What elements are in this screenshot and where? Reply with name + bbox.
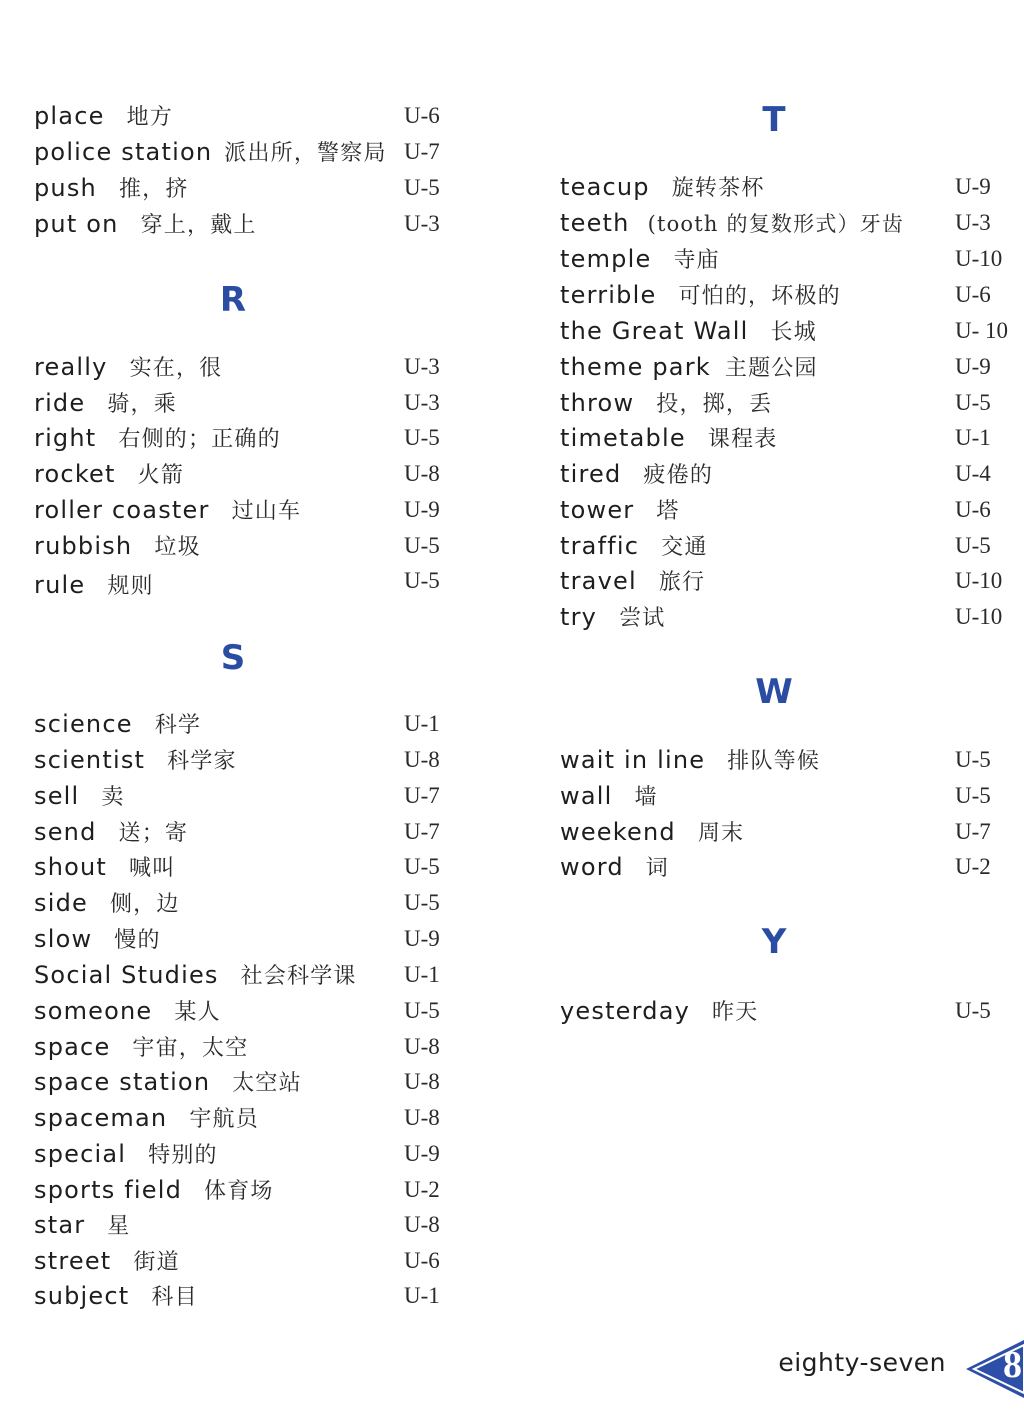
entry-unit: U-5	[404, 568, 440, 593]
entry-unit: U-5	[955, 998, 991, 1023]
entry-word: rocket 火箭	[34, 460, 185, 488]
entry-word: yesterday 昨天	[560, 997, 759, 1025]
entry-unit: U-7	[404, 139, 440, 164]
entry-chinese: 穿上，戴上	[140, 213, 257, 238]
entry-unit: U-7	[955, 819, 991, 844]
entry-word: the Great Wall 长城	[560, 317, 817, 345]
entry-unit: U-6	[404, 1248, 440, 1273]
entry-unit: U-6	[955, 497, 991, 522]
entry-word: traffic 交通	[560, 532, 708, 560]
entry-word: Social Studies 社会科学课	[34, 961, 357, 989]
entry-word: subject 科目	[34, 1282, 198, 1310]
entry-chinese: 慢的	[114, 928, 161, 953]
entry-chinese: 尝试	[619, 606, 666, 631]
entry-word: rule 规则	[34, 571, 154, 599]
entry-unit: U-8	[404, 1034, 440, 1059]
entry-word: wall 墙	[560, 782, 658, 810]
entry-word: star 星	[34, 1211, 131, 1239]
entry-unit: U-9	[404, 1141, 440, 1166]
entry-unit: U-5	[404, 998, 440, 1023]
entry-word: space 宇宙，太空	[34, 1033, 249, 1061]
entry-unit: U-5	[404, 175, 440, 200]
entry-word: place 地方	[34, 102, 173, 130]
entry-chinese: 科学	[154, 713, 202, 738]
entry-word: timetable 课程表	[560, 424, 778, 452]
entry-word: right 右侧的；正确的	[34, 424, 281, 452]
entry-word: sports field 体育场	[34, 1176, 274, 1204]
entry-word: science 科学	[34, 710, 202, 738]
entry-word: theme park 主题公园	[560, 353, 818, 381]
entry-unit: U-8	[404, 1212, 440, 1237]
entry-unit: U-9	[955, 354, 991, 379]
entry-chinese: 科目	[151, 1285, 198, 1310]
entry-word: tired 疲倦的	[560, 460, 714, 488]
entry-unit: U-1	[404, 711, 440, 736]
entry-chinese: 宇航员	[189, 1107, 259, 1132]
entry-chinese: 可怕的，坏极的	[678, 284, 841, 309]
entry-chinese: 街道	[133, 1250, 180, 1275]
entry-word: someone 某人	[34, 997, 221, 1025]
entry-chinese: 规则	[107, 574, 154, 599]
entry-unit: U-5	[955, 783, 991, 808]
entry-unit: U-2	[404, 1177, 440, 1202]
entry-unit: U-7	[404, 783, 440, 808]
entry-word: terrible 可怕的，坏极的	[560, 281, 841, 309]
entry-chinese: 骑，乘	[107, 392, 177, 417]
entry-unit: U-4	[955, 461, 991, 486]
entry-word: scientist 科学家	[34, 746, 237, 774]
entry-unit: U-2	[955, 854, 991, 879]
entry-unit: U-5	[404, 854, 440, 879]
entry-unit: U-8	[404, 461, 440, 486]
entry-chinese: 派出所，警察局	[224, 141, 387, 166]
entry-word: sell 卖	[34, 782, 125, 810]
entry-word: special 特别的	[34, 1140, 218, 1168]
entry-chinese: 长城	[770, 320, 817, 345]
entry-word: travel 旅行	[560, 567, 706, 595]
entry-chinese: 喊叫	[129, 856, 176, 881]
entry-unit: U-1	[404, 1283, 440, 1308]
entry-unit: U-3	[955, 210, 991, 235]
entry-word: put on 穿上，戴上	[34, 210, 257, 238]
entry-word: space station 太空站	[34, 1068, 302, 1096]
entry-chinese: 昨天	[712, 1000, 759, 1025]
entry-chinese: 送；寄	[118, 821, 189, 846]
entry-chinese: 科学家	[167, 749, 237, 774]
entry-chinese: 火箭	[137, 463, 185, 488]
entry-word: teacup 旋转茶杯	[560, 173, 765, 201]
entry-chinese: 卖	[101, 785, 125, 810]
entry-chinese: 塔	[656, 499, 680, 524]
page-number: 8	[1003, 1344, 1022, 1386]
entry-unit: U-5	[404, 890, 440, 915]
entry-unit: U-9	[955, 174, 991, 199]
entry-word: temple 寺庙	[560, 245, 720, 273]
entry-unit: U-3	[404, 390, 440, 415]
entry-word: side 侧，边	[34, 889, 180, 917]
section-letter-r: R	[219, 280, 247, 320]
entry-word: word 词	[560, 853, 669, 881]
entry-chinese: 墙	[634, 785, 658, 810]
entry-chinese: 课程表	[707, 427, 778, 452]
entry-word: spaceman 宇航员	[34, 1104, 259, 1132]
entry-chinese: 旋转茶杯	[671, 176, 765, 201]
entry-unit: U-1	[404, 962, 440, 987]
entry-chinese: 交通	[661, 535, 708, 560]
entry-word: rubbish 垃圾	[34, 532, 201, 560]
entry-chinese: 宇宙，太空	[132, 1036, 249, 1061]
entry-chinese: (tooth 的复数形式）牙齿	[647, 212, 905, 236]
entry-unit: U-10	[955, 604, 1003, 629]
entry-unit: U-5	[955, 390, 991, 415]
section-letter-w: W	[755, 672, 793, 712]
section-letter-y: Y	[761, 922, 787, 962]
entry-chinese: 推，挤	[118, 177, 189, 202]
entry-word: tower 塔	[560, 496, 680, 524]
entry-chinese: 周末	[697, 821, 745, 846]
entry-unit: U-8	[404, 1105, 440, 1130]
entry-chinese: 主题公园	[724, 356, 818, 381]
entry-chinese: 特别的	[148, 1143, 218, 1168]
entry-word: throw 投，掷，丢	[560, 389, 773, 417]
entry-chinese: 太空站	[232, 1071, 302, 1096]
entry-word: really 实在，很	[34, 353, 223, 381]
entry-word: push 推，挤	[34, 174, 189, 202]
entry-word: shout 喊叫	[34, 853, 176, 881]
entry-word: teeth (tooth 的复数形式）牙齿	[560, 209, 905, 237]
entry-unit: U-5	[404, 533, 440, 558]
entry-chinese: 侧，边	[109, 892, 180, 917]
entry-unit: U-5	[404, 425, 440, 450]
entry-unit: U-1	[955, 425, 991, 450]
entry-unit: U-6	[404, 103, 440, 128]
entry-unit: U-10	[955, 246, 1003, 271]
entry-word: police station 派出所，警察局	[34, 138, 387, 166]
entry-chinese: 某人	[174, 1000, 221, 1025]
entry-chinese: 排队等候	[727, 749, 821, 774]
entry-word: send 送；寄	[34, 818, 189, 846]
entry-chinese: 星	[107, 1214, 131, 1239]
entry-word: street 街道	[34, 1247, 180, 1275]
entry-chinese: 疲倦的	[643, 463, 714, 488]
entry-word: try 尝试	[560, 603, 666, 631]
entry-unit: U-5	[955, 747, 991, 772]
entry-word: weekend 周末	[560, 818, 745, 846]
entry-chinese: 过山车	[231, 499, 302, 524]
section-letter-s: S	[220, 638, 246, 678]
entry-unit: U-9	[404, 926, 440, 951]
entry-chinese: 旅行	[658, 570, 706, 595]
entry-chinese: 寺庙	[673, 248, 720, 273]
entry-unit: U- 10	[955, 318, 1009, 343]
entry-chinese: 地方	[126, 105, 173, 130]
entry-unit: U-3	[404, 354, 440, 379]
page-number-words: eighty-seven	[778, 1348, 946, 1377]
entry-chinese: 投，掷，丢	[656, 392, 773, 417]
entry-unit: U-9	[404, 497, 440, 522]
entry-unit: U-8	[404, 747, 440, 772]
entry-chinese: 体育场	[204, 1179, 274, 1204]
entry-unit: U-3	[404, 211, 440, 236]
entry-unit: U-10	[955, 568, 1003, 593]
entry-unit: U-8	[404, 1069, 440, 1094]
section-letter-t: T	[762, 100, 786, 140]
entry-word: wait in line 排队等候	[560, 746, 821, 774]
entry-word: roller coaster 过山车	[34, 496, 302, 524]
entry-chinese: 垃圾	[154, 535, 201, 560]
entry-unit: U-7	[404, 819, 440, 844]
entry-unit: U-6	[955, 282, 991, 307]
entry-chinese: 实在，很	[129, 356, 223, 381]
entry-chinese: 社会科学课	[240, 964, 357, 989]
entry-chinese: 词	[645, 856, 669, 881]
entry-word: slow 慢的	[34, 925, 161, 953]
entry-unit: U-5	[955, 533, 991, 558]
entry-chinese: 右侧的；正确的	[118, 427, 281, 452]
entry-word: ride 骑，乘	[34, 389, 177, 417]
